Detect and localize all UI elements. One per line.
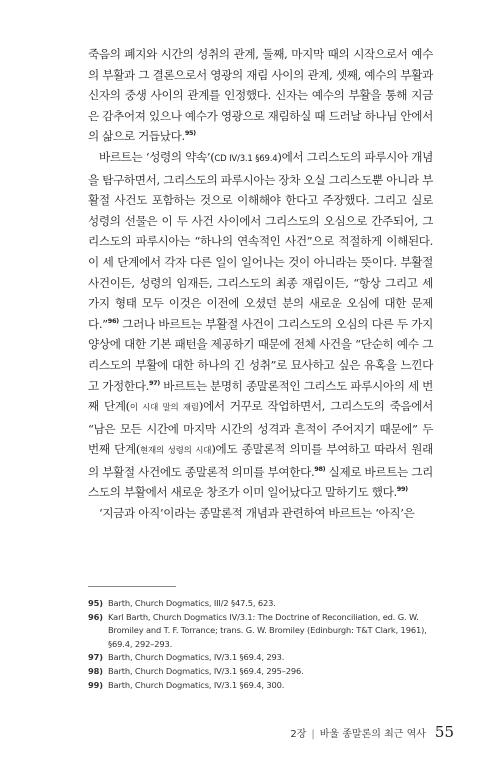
body-text [88,44,433,524]
page-footer [290,723,454,741]
footnote-text: Karl Barth, Church Dogmatics IV/3.1: The Doctrine of Reconciliation, ed. G. W. Bromiley and T. F. Torrance; trans. G. W. Bromiley (Edinburgh: T&T Clark, 1961), §69.4, 292–293. [108,611,427,649]
paragraph-1-text: 죽음의 폐지와 시간의 성취의 관계, 둘째, 마지막 때의 시작으로서 예수의 부활과 그 결론으로서 영광의 재림 사이의 관계, 셋째, 예수의 부활과 신자의 중생 사이의 관계를 인정했다. 신자는 예수의 부활을 통해 지금은 감추어져 있으나 예수가 영광으로 재림하실 때 드러날 하나님 안에서의 삶으로 거듭났다. [88,47,433,144]
footnote-number: 95) [88,598,103,608]
page-number: 55 [434,723,454,741]
paragraph-3: ‘지금과 아직’이라는 종말론적 개념과 관련하여 바르트는 ‘아직’은 [99,506,415,521]
citation-cd: CD IV/3.1 §69.4 [214,153,278,164]
inline-note-third-stage: 이 시대 말의 재림 [129,403,199,414]
footnote-number: 97) [88,652,103,663]
footnote-ref-95: 95) [184,129,196,138]
paragraph-2-text-g: 실제로 바르트는 그리스도의 부활에서 새로운 창조가 이미 일어났다고 말하기도 했다. [88,464,434,500]
footnote-ref-99: 99) [396,485,408,494]
footnote-text: Barth, Church Dogmatics, III/2 §47.5, 623. [108,598,276,608]
footnote-ref-98: 98) [314,464,326,473]
inline-note-second-stage: 현재의 성령의 시대 [140,446,212,457]
paragraph-2-text-e: )에서 거꾸로 작업하면서, 그리스도의 죽음에서 “남은 모든 시간에 마지막 시간의 성격과 흔적이 주어지기 때문에” 두 번째 단계( [88,399,433,457]
footnote-98 [88,665,436,679]
paragraph-2 [88,147,433,503]
folio-separator: | [311,729,315,740]
footnote-text: Barth, Church Dogmatics, IV/3.1 §69.4, 295–296. [108,665,304,676]
paragraph-2-text-a: 바르트는 ‘성령의 약속’( [99,149,215,164]
chapter-label: 2장 [290,729,307,740]
footnote-ref-96: 96) [107,316,119,325]
paragraph-2-text-b: )에서 그리스도의 파루시아 개념을 탐구하면서, 그리스도의 파루시아는 장차 오실 그리스도뿐 아니라 부활절 사건도 포함하는 것으로 이해해야 한다고 주장했다. 그리고 실로 성령의 선물은 이 두 사건 사이에서 그리스도의 오심으로 간주되어, 그리스도의 파루시아는 “하나의 연속적인 사건”으로 적절하게 이해된다. 이 세 단계에서 각자 다른 일이 일어나는 것이 아니라는 뜻이다. 부활절 사건이든, 성령의 임재든, 그리스도의 최종 재림이든, “항상 그리고 세 가지 형태 모두 이것은 이전에 오셨던 분의 새로운 오심에 대한 문제다.” [88,149,433,331]
paragraph-2-text-f: )에도 종말론적 의미를 부여하고 따라서 원래의 부활절 사건에도 종말론적 의미를 부여한다. [88,442,433,479]
footnote-97 [88,651,436,665]
footnote-divider [88,586,176,587]
running-title: 바울 종말론의 최근 역사 [319,729,426,740]
paragraph-1 [88,44,433,147]
footnote-96 [88,611,436,652]
footnote-ref-97: 97) [148,378,160,387]
footnote-text: Barth, Church Dogmatics, IV/3.1 §69.4, 300. [108,679,285,690]
footnote-number: 98) [88,665,103,676]
footnote-99 [88,679,436,693]
footnote-number: 96) [88,611,103,622]
footnote-text: Barth, Church Dogmatics, IV/3.1 §69.4, 293. [108,652,285,663]
footnote-number: 99) [88,679,103,690]
paragraph-2-text-d: 바르트는 분명히 종말론적인 그리스도 파루시아의 세 번째 단계( [88,378,434,414]
footnote-95 [88,597,436,611]
footnotes [88,597,436,692]
paragraph-2-text-c: 그러나 바르트는 부활절 사건이 그리스도의 오심의 다른 두 가지 양상에 대한 기본 패턴을 제공하기 때문에 전체 사건을 “단순히 예수 그리스도의 부활에 대한 하나의 긴 성취”로 묘사하고 싶은 유혹을 느낀다고 가정한다. [88,316,433,393]
